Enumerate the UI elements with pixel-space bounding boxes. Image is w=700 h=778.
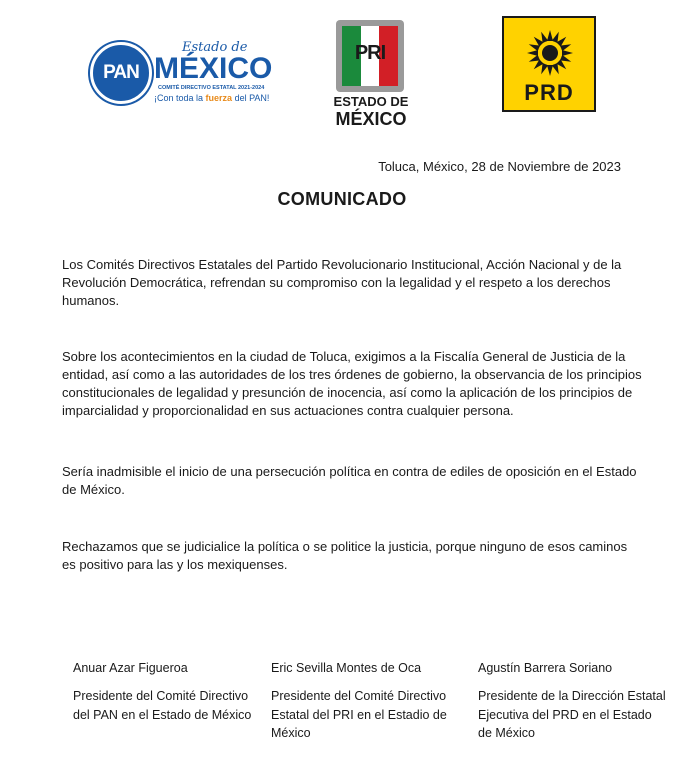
pan-circle-emblem: PAN bbox=[90, 42, 152, 104]
pan-slogan-emphasis: fuerza bbox=[205, 93, 233, 103]
paragraph-1: Los Comités Directivos Estatales del Partido Revolucionario Institucional, Acción Nacional y de la Revolución Democrática, refrendan su compromiso con la legalidad y el respeto a los derechos humanos. bbox=[62, 257, 622, 308]
signatory-prd bbox=[478, 659, 668, 743]
pri-badge-text: PRI bbox=[354, 42, 386, 64]
signatory-name: Anuar Azar Figueroa bbox=[73, 661, 188, 675]
pri-estado-de-mexico-logo bbox=[330, 20, 412, 130]
pri-estado-text: ESTADO DE bbox=[333, 94, 409, 109]
document-title: COMUNICADO bbox=[277, 189, 407, 209]
prd-text: PRD bbox=[524, 80, 574, 105]
signatory-pan bbox=[73, 659, 263, 724]
document-date: Toluca, México, 28 de Noviembre de 2023 bbox=[378, 159, 621, 174]
sun-icon bbox=[525, 28, 575, 78]
signatory-pri bbox=[271, 659, 461, 743]
pan-slogan-suffix: del PAN! bbox=[234, 93, 270, 103]
signatory-role: Presidente del Comité Directivo del PAN en el Estado de México bbox=[73, 689, 252, 722]
logo-header bbox=[0, 0, 700, 140]
pan-estado-text: Estado de bbox=[182, 40, 248, 55]
paragraph-4: Rechazamos que se judicialice la política o se politice la justicia, porque ninguno de esos caminos es positivo para las y los mexiquenses. bbox=[62, 539, 628, 572]
signatory-role: Presidente del Comité Directivo Estatal del PRI en el Estadio de México bbox=[271, 689, 447, 740]
prd-logo bbox=[502, 16, 596, 112]
pan-comite-text: COMITÉ DIRECTIVO ESTATAL 2021-2024 bbox=[158, 85, 265, 91]
pri-mexico-text: MÉXICO bbox=[335, 109, 407, 129]
pri-emblem-frame bbox=[336, 20, 404, 92]
signatory-name: Eric Sevilla Montes de Oca bbox=[271, 661, 422, 675]
signatory-name: Agustín Barrera Soriano bbox=[478, 661, 613, 675]
paragraph-2: Sobre los acontecimientos en la ciudad de Toluca, exigimos a la Fiscalía General de Justicia de la entidad, así como a las autoridades de los tres órdenes de gobierno, la observancia de los principios constitucionales de legalidad y presunción de inocencia, así como la aplicación de los principios de imparcialidad y proporcionalidad en sus actuaciones contra cualquier persona. bbox=[62, 349, 642, 418]
pan-mexico-text: MÉXICO bbox=[154, 52, 273, 85]
pan-estado-de-mexico-logo bbox=[90, 40, 273, 110]
signatory-role: Presidente de la Dirección Estatal Ejecutiva del PRD en el Estado de México bbox=[478, 689, 666, 740]
pan-slogan bbox=[154, 93, 269, 103]
paragraph-3: Sería inadmisible el inicio de una persecución política en contra de ediles de oposición en el Estado de México. bbox=[62, 464, 637, 497]
pan-slogan-prefix: ¡Con toda la bbox=[154, 93, 204, 103]
